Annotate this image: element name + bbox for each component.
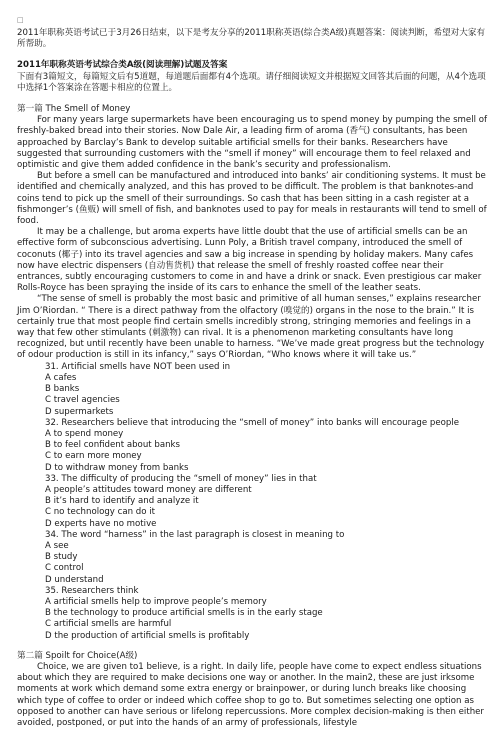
passage2-title: 第二篇 Spoilt for Choice(A级) <box>17 650 138 661</box>
option-line: C travel agencies <box>45 395 120 406</box>
instructions-text: 下面有3篇短文，每篇短文后有5道题，每道题后面都有4个选项。请仔细阅读短文并根据短文回答其后面的问题，从4个选项中选择1个答案涂在答题卡相应的位置上。 <box>17 71 486 93</box>
option-line: D the production of artificial smells is profitably <box>45 630 250 641</box>
option-line: B the technology to produce artificial smells is in the early stage <box>45 608 323 619</box>
passage1-title: 第一篇 The Smell of Money <box>17 104 131 115</box>
option-line: C artificial smells are harmful <box>45 619 172 630</box>
passage1-paragraph: For many years large supermarkets have been encouraging us to spend money by pumping the smell of freshly-baked bread into their stories. Now Dale Air, a leading firm of aroma (香气) consultants, has been approached by Barclay’s Bank to develop suitable artificial smells for their banks. Researchers have suggested that surrounding customers with the “smell if money” will encourage them to feel relaxed and optimistic and give them added confidence in the bank’s security and professionalism. <box>17 115 488 171</box>
passage1-paragraph: “The sense of smell is probably the most basic and primitive of all human senses,” explains researcher Jim O’Riordan. “ There is a direct pathway from the olfactory (嗅觉的) organs in the nose to the brain.” It is certainly true that most people find certain smells incredibly strong, stringing memories and feelings in a way that few other stimulants (刺激物) can rival. It is a phenomenon marketing consultants have long recognized, but until recently have been unable to harness. “We’ve made great progress but the technology of odour production is still in its infancy,” says O’Riordan, “Who knows where it will take us.” <box>17 294 485 361</box>
passage2-paragraph: Choice, we are given to1 believe, is a right. In daily life, people have come to expect endless situations about which they are required to make decisions one way or another. In the main2, these are just irksome moments at work which demand some extra energy or brainpower, or during lunch breaks like choosing which type of coffee to order or indeed which coffee shop to go to. But sometimes selecting one option as opposed to another can have serious or lifelong repercussions. More complex decision-making is then either avoided, postponed, or put into the hands of an army of professionals, lifestyle <box>17 661 484 728</box>
option-line: B banks <box>45 384 80 395</box>
option-line: A artificial smells help to improve people’s memory <box>45 596 267 607</box>
option-line: D supermarkets <box>45 406 114 417</box>
passage1-questions <box>17 362 487 642</box>
option-line: A cafes <box>45 372 77 383</box>
option-line: D experts have no motive <box>45 518 157 529</box>
option-line: B to feel confident about banks <box>45 440 180 451</box>
passage1-paragraph: But before a smell can be manufactured and introduced into banks’ air conditioning systems. It must be identified and chemically analyzed, and this has proved to be difficult. The problem is that banknotes-and coins tend to pick up the smell of their surroundings. So cash that has been sitting in a cash register at a fishmonger’s (鱼贩) will smell of fish, and banknotes used to pay for meals in restaurants will tend to smell of food. <box>17 171 487 227</box>
option-line: A people’s attitudes toward money are different <box>45 484 252 495</box>
option-line: B it’s hard to identify and analyze it <box>45 496 199 507</box>
question-line: 33. The difficulty of producing the “smell of money” lies in that <box>45 473 317 484</box>
document-heading: 2011年职称英语考试综合类A级(阅读理解)试题及答案 <box>17 60 228 71</box>
option-line: C no technology can do it <box>45 507 155 518</box>
option-line: B study <box>45 552 78 563</box>
option-line: D to withdraw money from banks <box>45 462 189 473</box>
question-line: 34. The word “harness” in the last paragraph is closest in meaning to <box>45 529 345 540</box>
option-line: D understand <box>45 574 104 585</box>
question-line: 32. Researchers believe that introducing the “smell of money” into banks will encourage people <box>45 417 460 428</box>
option-line: C to earn more money <box>45 451 142 462</box>
option-line: A see <box>45 540 69 551</box>
intro-text: 2011年职称英语考试已于3月26日结束，以下是考友分享的2011职称英语(综合类A级)真题答案：阅读判断，希望对大家有所帮助。 <box>17 28 486 50</box>
question-line: 35. Researchers think <box>45 585 139 596</box>
top-mark: □ <box>17 16 24 24</box>
question-line: 31. Artificial smells have NOT been used in <box>45 361 231 372</box>
passage1-paragraph: It may be a challenge, but aroma experts have little doubt that the use of artificial smells can be an effective form of subconscious advertising. Lunn Poly, a British travel company, introduced the smell of coconuts (椰子) into its travel agencies and saw a big increase in spending by holiday makers. Many cafes now have electric dispensers (自动售货机) that release the smell of freshly roasted coffee near their entrances, subtly encouraging customers to come in and have a drink or snack. Even prestigious car maker Rolls-Royce has been spraying the inside of its cars to enhance the smell of the leather seats. <box>17 227 482 294</box>
option-line: C control <box>45 563 84 574</box>
option-line: A to spend money <box>45 428 124 439</box>
